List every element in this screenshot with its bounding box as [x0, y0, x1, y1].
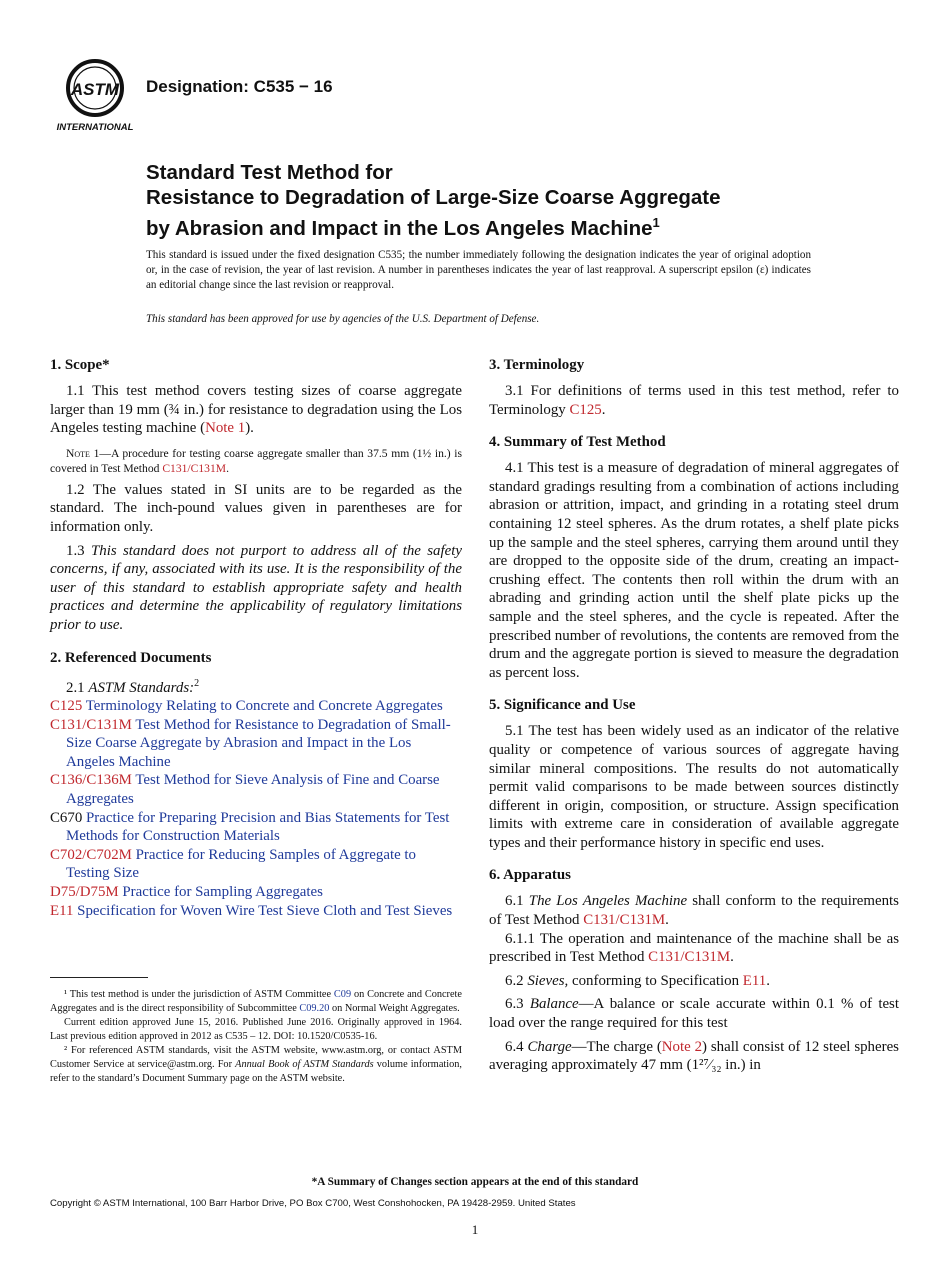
reference-title-link[interactable]: Terminology Relating to Concrete and Concrete Aggregates [82, 698, 443, 715]
note-1-link[interactable]: Note 1 [205, 420, 246, 437]
e11-link[interactable]: E11 [742, 972, 767, 989]
reference-title-link[interactable]: Test Method for Sieve Analysis of Fine and Coarse Aggregates [66, 772, 440, 808]
title-line-1: Standard Test Method for [146, 161, 393, 184]
summary-4-1: 4.1 This test is a measure of degradation of mineral aggregates of standard gradings resulting from a combination of actions including abrasion or attrition, impact, and grinding in a rotating steel drum containing 12 steel spheres. As the drum rotates, a shelf plate picks up the sample and the steel spheres, carrying them around until they are dropped to the opposite side of the drum, creating an impact-crushing effect. The contents then roll within the drum with an abrading and grinding action until the shelf plate picks up the sample and the steel spheres, and the cycle is repeated. After the prescribed number of revolutions, the contents are removed from the drum and the aggregate portion is sieved to measure the degradation as percent loss. [489, 460, 899, 681]
astm-logo [52, 58, 138, 134]
terminology-3-1: 3.1 For definitions of terms used in this test method, refer to Terminology C125. [489, 383, 899, 418]
apparatus-6-3: 6.3 Balance—A balance or scale accurate within 0.1 % of test load over the range required for this test [489, 996, 899, 1032]
reference-title-link[interactable]: Practice for Reducing Samples of Aggregate to Testing Size [66, 846, 416, 882]
c09-link[interactable]: C09 [333, 989, 352, 1000]
reference-code-link[interactable]: C136/C136M [50, 772, 132, 789]
reference-item [50, 846, 462, 883]
c131-link-6-1[interactable]: C131/C131M [583, 912, 666, 929]
reference-item [50, 883, 462, 902]
footnote-2: ² For referenced ASTM standards, visit the ASTM website, www.astm.org, or contact ASTM Customer Service at service@astm.org. For Annual Book of ASTM Standards volume information, refer to the standard’s Document Summary page on the ASTM website. [50, 1045, 462, 1084]
issuance-statement: This standard is issued under the fixed designation C535; the number immediately following the designation indicates the year of original adoption or, in the case of revision, the year of last revision. A number in parentheses indicates the year of last reapproval. A superscript epsilon (ε) indicates an editorial change since the last revision or reapproval. [146, 249, 811, 291]
refdocs-2-1: 2.1 ASTM Standards:$^2$ [66, 677, 200, 696]
refdocs-heading: 2. Referenced Documents [50, 649, 212, 666]
reference-code-link: C670 [50, 809, 83, 826]
reference-code-link[interactable]: D75/D75M [50, 884, 119, 901]
c125-link[interactable]: C125 [569, 401, 602, 418]
reference-code-link[interactable]: C702/C702M [50, 846, 132, 863]
apparatus-6-1-1: 6.1.1 The operation and maintenance of the machine shall be as prescribed in Test Method C131/C131M. [489, 930, 899, 966]
dod-statement: This standard has been approved for use by agencies of the U.S. Department of Defense. [146, 313, 540, 325]
scope-1-2: 1.2 The values stated in SI units are to be regarded as the standard. The inch-pound values given in parentheses are for information only. [50, 481, 462, 535]
reference-item [50, 716, 462, 772]
reference-code-link[interactable]: C131/C131M [50, 716, 132, 733]
apparatus-6-4: 6.4 Charge—The charge (Note 2) shall consist of 12 steel spheres averaging approximately 47 mm (1²⁷⁄₃₂ in.) in [489, 1038, 899, 1074]
note-2-link[interactable]: Note 2 [661, 1038, 703, 1055]
note-1: Note 1—A procedure for testing coarse aggregate smaller than 37.5 mm (1½ in.) is covered in Test Method C131/C131M. [50, 446, 462, 475]
reference-title-link[interactable]: Test Method for Resistance to Degradation of Small-Size Coarse Aggregate by Abrasion and Impact in the Los Angeles Machine [66, 716, 451, 770]
reference-item [50, 771, 462, 808]
reference-item [50, 809, 462, 846]
apparatus-6-2: 6.2 Sieves, conforming to Specification E11. [505, 972, 770, 989]
reference-list [50, 697, 462, 920]
footnote-1-edition: Current edition approved June 15, 2016. Published June 2016. Originally approved in 1964. Last previous edition approved in 2012 as C535 – 12. DOI: 10.1520/C0535-16. [50, 1017, 462, 1042]
scope-1-1: 1.1 This test method covers testing sizes of coarse aggregate larger than 19 mm (¾ in.) for resistance to degradation using the Los Angeles testing machine (Note 1). [50, 383, 462, 437]
reference-title-link[interactable]: Specification for Woven Wire Test Sieve Cloth and Test Sieves [73, 902, 453, 919]
footnote-1: ¹ This test method is under the jurisdiction of ASTM Committee C09 on Concrete and Concrete Aggregates and is the direct responsibility of Subcommittee C09.20 on Normal Weight Aggregates. [50, 989, 462, 1014]
title-line-2: Resistance to Degradation of Large-Size Coarse Aggregate [146, 186, 721, 209]
scope-heading: 1. Scope* [50, 357, 110, 373]
logo-text: INTERNATIONAL [56, 122, 134, 133]
designation: Designation: C535 − 16 [146, 77, 333, 96]
scope-1-3: 1.3 This standard does not purport to address all of the safety concerns, if any, associated with its use. It is the responsibility of the user of this standard to establish appropriate safety and health practices and determine the applicability of regulatory limitations prior to use. [50, 542, 462, 633]
right-column [489, 356, 899, 1075]
page-number: 1 [471, 1222, 479, 1237]
summary-heading: 4. Summary of Test Method [489, 434, 666, 451]
reference-item [50, 902, 462, 921]
svg-text:ASTM: ASTM [70, 80, 120, 99]
title-line-3: by Abrasion and Impact in the Los Angeles Machine$^1$ [146, 215, 660, 240]
c131-link-6-1-1[interactable]: C131/C131M [648, 949, 731, 966]
reference-code-link[interactable]: C125 [50, 698, 83, 715]
footnote-divider [50, 977, 148, 978]
c09-20-link[interactable]: C09.20 [299, 1003, 330, 1014]
significance-5-1: 5.1 The test has been widely used as an indicator of the relative quality or competence of various sources of aggregate having similar mineral compositions. The results do not automatically permit valid comparisons to be made between sources distinctly different in origin, composition, or structure. Assign specification limits with extreme care in consideration of available aggregate types and their performance history in specific end uses. [489, 723, 899, 851]
significance-heading: 5. Significance and Use [489, 697, 636, 714]
reference-item [50, 697, 462, 716]
footnotes [50, 988, 462, 1086]
apparatus-heading: 6. Apparatus [489, 867, 571, 884]
document-title [146, 160, 866, 241]
summary-of-changes-notice: *A Summary of Changes section appears at the end of this standard [311, 1176, 639, 1188]
title-footnote-mark[interactable]: 1 [652, 215, 660, 230]
left-column [50, 356, 462, 920]
terminology-heading: 3. Terminology [489, 357, 585, 373]
c131-link-note[interactable]: C131/C131M [162, 461, 227, 475]
copyright: Copyright © ASTM International, 100 Barr Harbor Drive, PO Box C700, West Conshohocken, PA 19428-2959. United States [50, 1198, 576, 1209]
reference-code-link[interactable]: E11 [50, 902, 74, 919]
reference-title-link[interactable]: Practice for Sampling Aggregates [118, 884, 323, 901]
reference-title-link[interactable]: Practice for Preparing Precision and Bias Statements for Test Methods for Construction Materials [66, 809, 450, 845]
apparatus-6-1: 6.1 The Los Angeles Machine shall conform to the requirements of Test Method C131/C131M. [489, 893, 899, 929]
